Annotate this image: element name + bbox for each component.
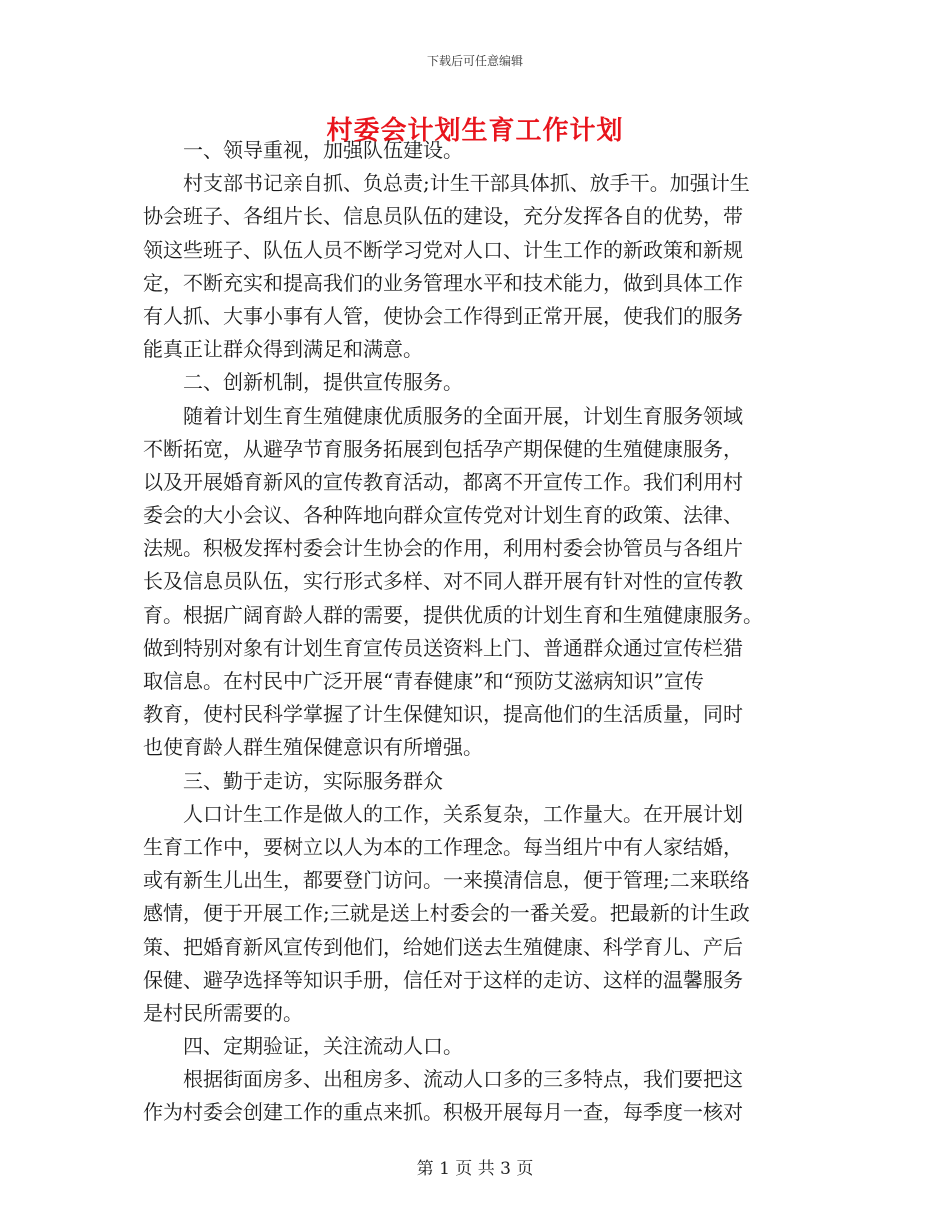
text-line: 策、把婚育新风宣传到他们，给她们送去生殖健康、科学育儿、产后 [143, 934, 743, 959]
text-line: 三、勤于走访，实际服务群众 [143, 768, 443, 793]
text-line: 二、创新机制，提供宣传服务。 [143, 370, 463, 395]
text-line: 或有新生儿出生，都要登门访问。一来摸清信息，便于管理;二来联络 [143, 868, 750, 893]
text-line: 生育工作中，要树立以人为本的工作理念。每当组片中有人家结婚， [143, 834, 743, 859]
text-line: 领这些班子、队伍人员不断学习党对人口、计生工作的新政策和新规 [143, 237, 743, 262]
text-line: 法规。积极发挥村委会计生协会的作用，利用村委会协管员与各组片 [143, 536, 743, 561]
text-line: 四、定期验证，关注流动人口。 [143, 1034, 463, 1059]
text-line: 随着计划生育生殖健康优质服务的全面开展，计划生育服务领域 [143, 403, 743, 428]
text-line: 以及开展婚育新风的宣传教育活动，都离不开宣传工作。我们利用村 [143, 469, 743, 494]
text-line: 作为村委会创建工作的重点来抓。积极开展每月一查，每季度一核对 [143, 1100, 743, 1125]
text-line: 委会的大小会议、各种阵地向群众宣传党对计划生育的政策、法律、 [143, 503, 743, 528]
text-line: 做到特别对象有计划生育宣传员送资料上门、普通群众通过宣传栏猎 [143, 635, 743, 660]
text-line: 一、领导重视，加强队伍建设。 [143, 138, 463, 162]
text-line: 感情，便于开展工作;三就是送上村委会的一番关爱。把最新的计生政 [143, 901, 750, 926]
text-line: 育。根据广阔育龄人群的需要，提供优质的计划生育和生殖健康服务。 [143, 602, 763, 627]
text-line: 定，不断充实和提高我们的业务管理水平和技术能力，做到具体工作 [143, 270, 743, 295]
text-line: 长及信息员队伍，实行形式多样、对不同人群开展有针对性的宣传教 [143, 569, 743, 594]
page-title: 村委会计划生育工作计划 [326, 116, 624, 146]
text-line: 能真正让群众得到满足和满意。 [143, 337, 423, 362]
text-line: 是村民所需要的。 [143, 1000, 303, 1025]
text-line: 协会班子、各组片长、信息员队伍的建设，充分发挥各自的优势，带 [143, 204, 743, 229]
text-line: 也使育龄人群生殖保健意识有所增强。 [143, 735, 483, 760]
text-line: 人口计生工作是做人的工作，关系复杂，工作量大。在开展计划 [143, 801, 743, 826]
text-line: 保健、避孕选择等知识手册，信任对于这样的走访、这样的温馨服务 [143, 967, 743, 992]
text-line: 不断拓宽，从避孕节育服务拓展到包括孕产期保健的生殖健康服务， [143, 436, 743, 461]
text-line: 教育，使村民科学掌握了计生保健知识，提高他们的生活质量，同时 [143, 702, 743, 727]
text-line: 村支部书记亲自抓、负总责;计生干部具体抓、放手干。加强计生 [143, 171, 750, 196]
body-text [143, 134, 808, 1130]
text-line: 根据街面房多、出租房多、流动人口多的三多特点，我们要把这 [143, 1067, 743, 1092]
text-line: 有人抓、大事小事有人管，使协会工作得到正常开展，使我们的服务 [143, 303, 743, 328]
page-footer: 第 1 页 共 3 页 [416, 1159, 534, 1179]
text-line: 取信息。在村民中广泛开展“青春健康”和“预防艾滋病知识”宣传 [143, 669, 704, 693]
header-note: 下载后可任意编辑 [426, 54, 523, 68]
